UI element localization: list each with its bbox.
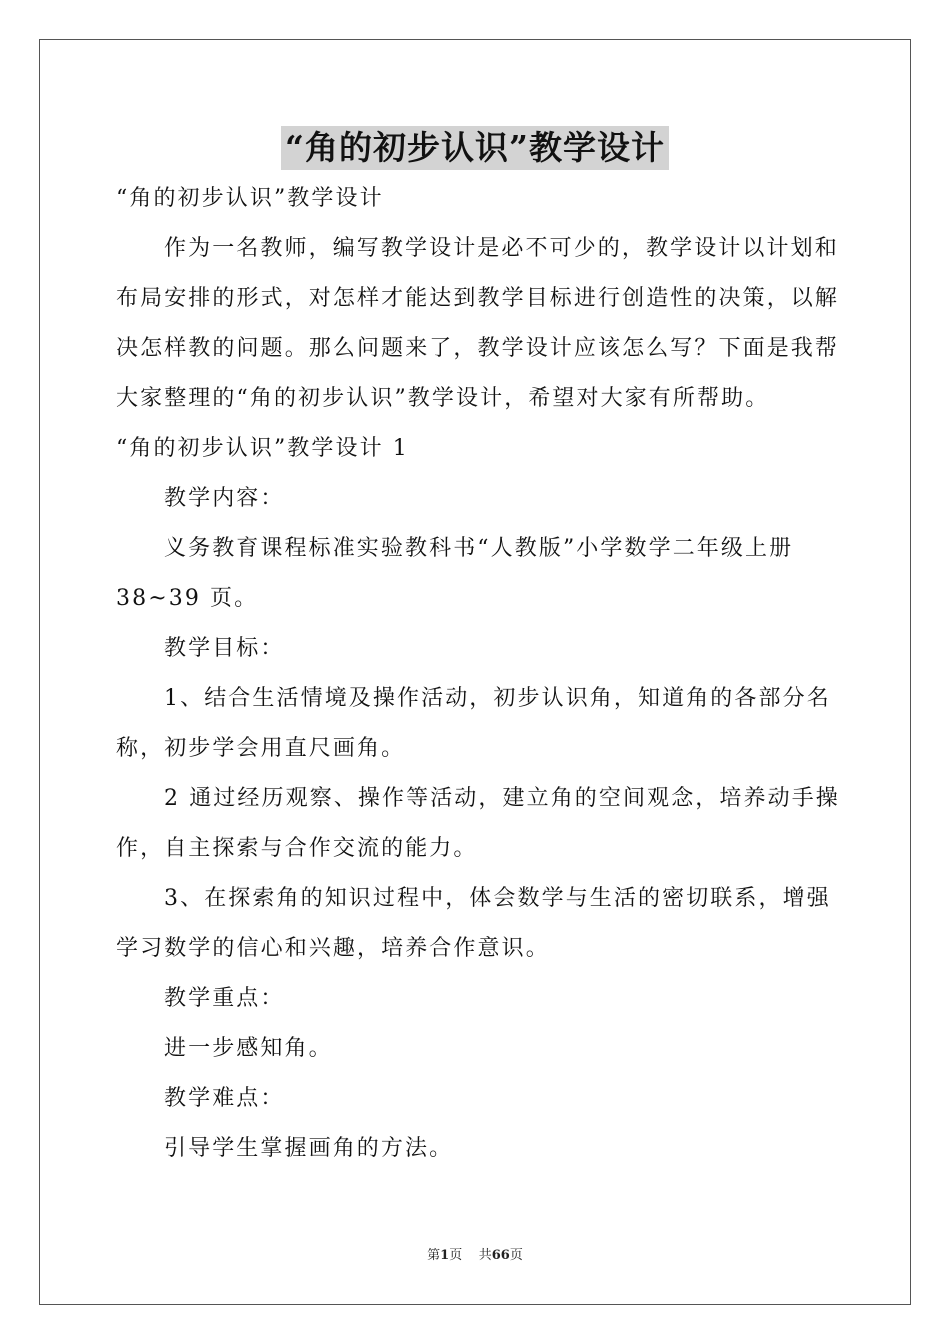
- goal2-line-2: 作，自主探索与合作交流的能力。: [116, 836, 478, 861]
- page-footer: [0, 1247, 950, 1265]
- intro-line-1: 作为一名教师，编写教学设计是必不可少的，教学设计以计划和: [164, 236, 839, 261]
- page-suffix: 页: [449, 1248, 463, 1263]
- subtitle: “角的初步认识”教学设计: [116, 186, 384, 211]
- goal2-line-1: 2 通过经历观察、操作等活动，建立角的空间观念，培养动手操: [164, 786, 840, 811]
- goals-label: 教学目标：: [164, 636, 285, 661]
- key-label: 教学重点：: [164, 986, 285, 1011]
- page-prefix: 第: [427, 1248, 441, 1263]
- intro-line-3: 决怎样教的问题。那么问题来了，教学设计应该怎么写？下面是我帮: [116, 336, 840, 361]
- goal1-line-1: 1、结合生活情境及操作活动，初步认识角，知道角的各部分名: [164, 686, 831, 711]
- difficulty-text: 引导学生掌握画角的方法。: [164, 1136, 454, 1161]
- section-heading: “角的初步认识”教学设计 1: [116, 436, 409, 461]
- page-current: 1: [440, 1248, 450, 1263]
- content-label: 教学内容：: [164, 486, 285, 511]
- key-text: 进一步感知角。: [164, 1036, 333, 1061]
- goal3-line-1: 3、在探索角的知识过程中，体会数学与生活的密切联系，增强: [164, 886, 831, 911]
- intro-line-2: 布局安排的形式，对怎样才能达到教学目标进行创造性的决策，以解: [116, 286, 840, 311]
- title-container: [0, 126, 950, 170]
- content-line-2: 38~39 页。: [116, 586, 259, 611]
- goal3-line-2: 学习数学的信心和兴趣，培养合作意识。: [116, 936, 550, 961]
- content-line-1: 义务教育课程标准实验教科书“人教版”小学数学二年级上册: [164, 536, 794, 561]
- total-prefix: 共: [478, 1248, 492, 1263]
- intro-line-4: 大家整理的“角的初步认识”教学设计，希望对大家有所帮助。: [116, 386, 770, 411]
- page-total: 66: [491, 1248, 510, 1263]
- total-suffix: 页: [509, 1248, 523, 1263]
- document-title: “角的初步认识”教学设计: [281, 126, 669, 170]
- difficulty-label: 教学难点：: [164, 1086, 285, 1111]
- goal1-line-2: 称，初步学会用直尺画角。: [116, 736, 406, 761]
